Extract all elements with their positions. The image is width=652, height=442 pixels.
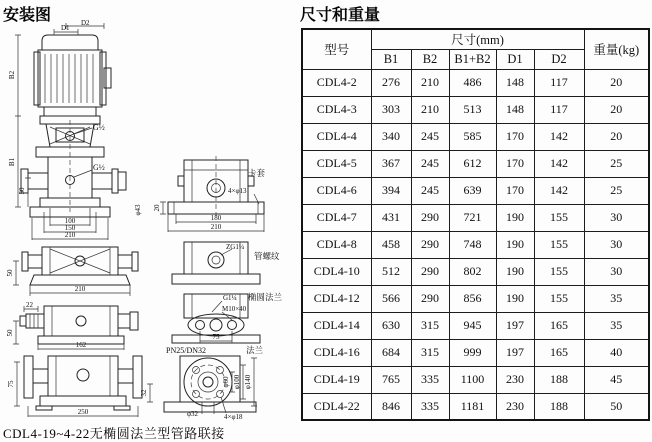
dim-50: 50 bbox=[6, 269, 14, 277]
dim-d1: D1 bbox=[61, 24, 70, 32]
cell-value: 50 bbox=[584, 393, 649, 420]
cell-model: CDL4-14 bbox=[302, 312, 371, 339]
cell-value: 35 bbox=[584, 312, 649, 339]
cell-value: 142 bbox=[534, 123, 584, 150]
cell-model: CDL4-8 bbox=[302, 231, 371, 258]
oval-flange-view bbox=[152, 292, 300, 344]
cell-model: CDL4-3 bbox=[302, 96, 371, 123]
pipe-thread-view bbox=[152, 240, 300, 292]
cell-value: 945 bbox=[449, 312, 496, 339]
flange-view bbox=[140, 344, 303, 422]
header-row-1 bbox=[302, 29, 649, 49]
cell-value: 612 bbox=[449, 150, 496, 177]
cell-value: 765 bbox=[371, 366, 411, 393]
dim-32: 32 bbox=[140, 389, 148, 397]
cell-value: 155 bbox=[534, 285, 584, 312]
cell-value: 20 bbox=[584, 96, 649, 123]
cell-value: 290 bbox=[411, 258, 449, 285]
table-row bbox=[302, 231, 649, 258]
cell-value: 802 bbox=[449, 258, 496, 285]
cell-value: 170 bbox=[496, 123, 534, 150]
cell-value: 40 bbox=[584, 339, 649, 366]
cell-value: 290 bbox=[411, 285, 449, 312]
pump-outline-icon bbox=[21, 116, 126, 217]
cell-value: 290 bbox=[411, 231, 449, 258]
header-b2: B2 bbox=[411, 49, 449, 69]
pump-assembly-drawing bbox=[4, 20, 164, 244]
cell-value: 25 bbox=[584, 150, 649, 177]
motor-outline-icon bbox=[34, 35, 111, 116]
dim-150: 150 bbox=[64, 224, 76, 232]
cell-value: 170 bbox=[496, 177, 534, 204]
cell-value: 1181 bbox=[449, 393, 496, 420]
port-g-half-bottom: G½ bbox=[93, 163, 105, 172]
cell-value: 856 bbox=[449, 285, 496, 312]
cell-value: 486 bbox=[449, 69, 496, 96]
cell-value: 35 bbox=[584, 285, 649, 312]
cell-value: 394 bbox=[371, 177, 411, 204]
view-outline-icon bbox=[172, 242, 260, 284]
cell-model: CDL4-16 bbox=[302, 339, 371, 366]
port-g-half-top: G½ bbox=[93, 123, 105, 132]
dim-50: 50 bbox=[18, 187, 26, 195]
cell-value: 585 bbox=[449, 123, 496, 150]
cell-model: CDL4-5 bbox=[302, 150, 371, 177]
dim-210: 210 bbox=[210, 223, 222, 231]
thread-label: 管螺纹 bbox=[254, 251, 280, 261]
cell-value: 117 bbox=[534, 69, 584, 96]
dim-22: 22 bbox=[26, 301, 33, 309]
cell-value: 190 bbox=[496, 285, 534, 312]
cell-value: 340 bbox=[371, 123, 411, 150]
cell-model: CDL4-12 bbox=[302, 285, 371, 312]
cell-value: 721 bbox=[449, 204, 496, 231]
cell-value: 148 bbox=[496, 69, 534, 96]
dim-phi100: φ100 bbox=[233, 374, 241, 390]
cell-value: 1100 bbox=[449, 366, 496, 393]
cell-value: 458 bbox=[371, 231, 411, 258]
view-outline-icon bbox=[168, 156, 264, 216]
cell-value: 190 bbox=[496, 258, 534, 285]
cell-value: 155 bbox=[534, 258, 584, 285]
cell-value: 155 bbox=[534, 231, 584, 258]
table-row bbox=[302, 366, 649, 393]
oval-bolt-label: M10×40 bbox=[222, 305, 247, 313]
cell-value: 846 bbox=[371, 393, 411, 420]
dim-180: 180 bbox=[210, 214, 222, 222]
cell-value: 190 bbox=[496, 231, 534, 258]
dim-b2: B2 bbox=[8, 70, 16, 80]
cell-value: 315 bbox=[411, 339, 449, 366]
cell-value: 684 bbox=[371, 339, 411, 366]
cell-value: 188 bbox=[534, 393, 584, 420]
cell-model: CDL4-22 bbox=[302, 393, 371, 420]
bolt-holes-label: 4×φ18 bbox=[224, 413, 243, 421]
cell-model: CDL4-19 bbox=[302, 366, 371, 393]
bolt-holes-label: 4×φ13 bbox=[228, 187, 247, 195]
clamp-connection-view bbox=[152, 156, 300, 236]
table-row bbox=[302, 69, 649, 96]
dimension-lines bbox=[13, 261, 130, 296]
cell-value: 230 bbox=[496, 393, 534, 420]
view-outline-icon bbox=[22, 247, 138, 285]
cell-value: 513 bbox=[449, 96, 496, 123]
dim-100: 100 bbox=[64, 217, 76, 225]
dim-75: 75 bbox=[212, 333, 220, 341]
cell-value: 190 bbox=[496, 204, 534, 231]
view-outline-icon bbox=[24, 356, 142, 410]
cell-value: 197 bbox=[496, 312, 534, 339]
cell-value: 566 bbox=[371, 285, 411, 312]
cell-value: 210 bbox=[411, 69, 449, 96]
dim-phi140: φ140 bbox=[244, 374, 252, 390]
dim-b1: B1 bbox=[8, 157, 16, 167]
dim-phi43: φ43 bbox=[134, 204, 142, 216]
cell-value: 155 bbox=[534, 204, 584, 231]
installation-title: 安装图 bbox=[3, 7, 52, 24]
cell-model: CDL4-10 bbox=[302, 258, 371, 285]
dimensions-table bbox=[301, 28, 650, 421]
header-d1: D1 bbox=[496, 49, 534, 69]
cell-value: 210 bbox=[411, 96, 449, 123]
cell-model: CDL4-2 bbox=[302, 69, 371, 96]
cell-value: 170 bbox=[496, 150, 534, 177]
table-row bbox=[302, 150, 649, 177]
pump-side-view-a bbox=[4, 244, 164, 298]
flange-label: 法兰 bbox=[246, 345, 264, 355]
thread-spec: ZG1¼ bbox=[226, 243, 245, 251]
table-body bbox=[302, 69, 649, 420]
cell-value: 30 bbox=[584, 231, 649, 258]
cell-value: 245 bbox=[411, 177, 449, 204]
table-row bbox=[302, 204, 649, 231]
cell-value: 30 bbox=[584, 258, 649, 285]
table-row bbox=[302, 123, 649, 150]
cell-value: 142 bbox=[534, 177, 584, 204]
table-row bbox=[302, 177, 649, 204]
cell-value: 999 bbox=[449, 339, 496, 366]
cell-value: 20 bbox=[584, 69, 649, 96]
cell-value: 188 bbox=[534, 366, 584, 393]
cell-value: 639 bbox=[449, 177, 496, 204]
clamp-label: 卡套 bbox=[248, 168, 266, 178]
table-row bbox=[302, 96, 649, 123]
cell-value: 165 bbox=[534, 339, 584, 366]
dim-75: 75 bbox=[7, 380, 15, 388]
table-row bbox=[302, 258, 649, 285]
table-row bbox=[302, 285, 649, 312]
cell-value: 630 bbox=[371, 312, 411, 339]
cell-value: 315 bbox=[411, 312, 449, 339]
oval-label: 椭圆法兰 bbox=[248, 292, 283, 302]
table-row bbox=[302, 339, 649, 366]
diagram-caption: CDL4-19~4-22无椭圆法兰型管路联接 bbox=[3, 426, 225, 441]
cell-value: 303 bbox=[371, 96, 411, 123]
flange-spec: PN25/DN32 bbox=[166, 346, 207, 355]
cell-value: 335 bbox=[411, 366, 449, 393]
dim-250: 250 bbox=[77, 408, 89, 416]
dim-50: 50 bbox=[6, 329, 14, 337]
cell-model: CDL4-6 bbox=[302, 177, 371, 204]
cell-value: 45 bbox=[584, 366, 649, 393]
dim-210: 210 bbox=[74, 285, 86, 293]
header-model: 型号 bbox=[302, 29, 371, 69]
cell-value: 148 bbox=[496, 96, 534, 123]
dim-phi60: φ60 bbox=[222, 376, 230, 388]
cell-value: 512 bbox=[371, 258, 411, 285]
dimensions-title: 尺寸和重量 bbox=[300, 7, 381, 24]
cell-model: CDL4-7 bbox=[302, 204, 371, 231]
header-d2: D2 bbox=[534, 49, 584, 69]
dim-20: 20 bbox=[153, 204, 161, 212]
dim-210: 210 bbox=[64, 231, 76, 239]
oval-spec: G1¼ bbox=[223, 294, 237, 302]
cell-value: 30 bbox=[584, 204, 649, 231]
cell-value: 165 bbox=[534, 312, 584, 339]
cell-value: 367 bbox=[371, 150, 411, 177]
cell-value: 245 bbox=[411, 123, 449, 150]
cell-model: CDL4-4 bbox=[302, 123, 371, 150]
cell-value: 290 bbox=[411, 204, 449, 231]
table-row bbox=[302, 393, 649, 420]
cell-value: 335 bbox=[411, 393, 449, 420]
cell-value: 142 bbox=[534, 150, 584, 177]
cell-value: 748 bbox=[449, 231, 496, 258]
cell-value: 431 bbox=[371, 204, 411, 231]
cell-value: 230 bbox=[496, 366, 534, 393]
dim-d2: D2 bbox=[81, 19, 90, 27]
dim-phi32: φ32 bbox=[186, 410, 198, 418]
header-b1b2: B1+B2 bbox=[449, 49, 496, 69]
cell-value: 20 bbox=[584, 123, 649, 150]
table-row bbox=[302, 312, 649, 339]
cell-value: 245 bbox=[411, 150, 449, 177]
header-weight: 重量(kg) bbox=[584, 29, 649, 69]
cell-value: 197 bbox=[496, 339, 534, 366]
header-b1: B1 bbox=[371, 49, 411, 69]
header-size: 尺寸(mm) bbox=[371, 29, 584, 49]
cell-value: 25 bbox=[584, 177, 649, 204]
dim-162: 162 bbox=[75, 341, 87, 349]
cell-value: 276 bbox=[371, 69, 411, 96]
cell-value: 117 bbox=[534, 96, 584, 123]
